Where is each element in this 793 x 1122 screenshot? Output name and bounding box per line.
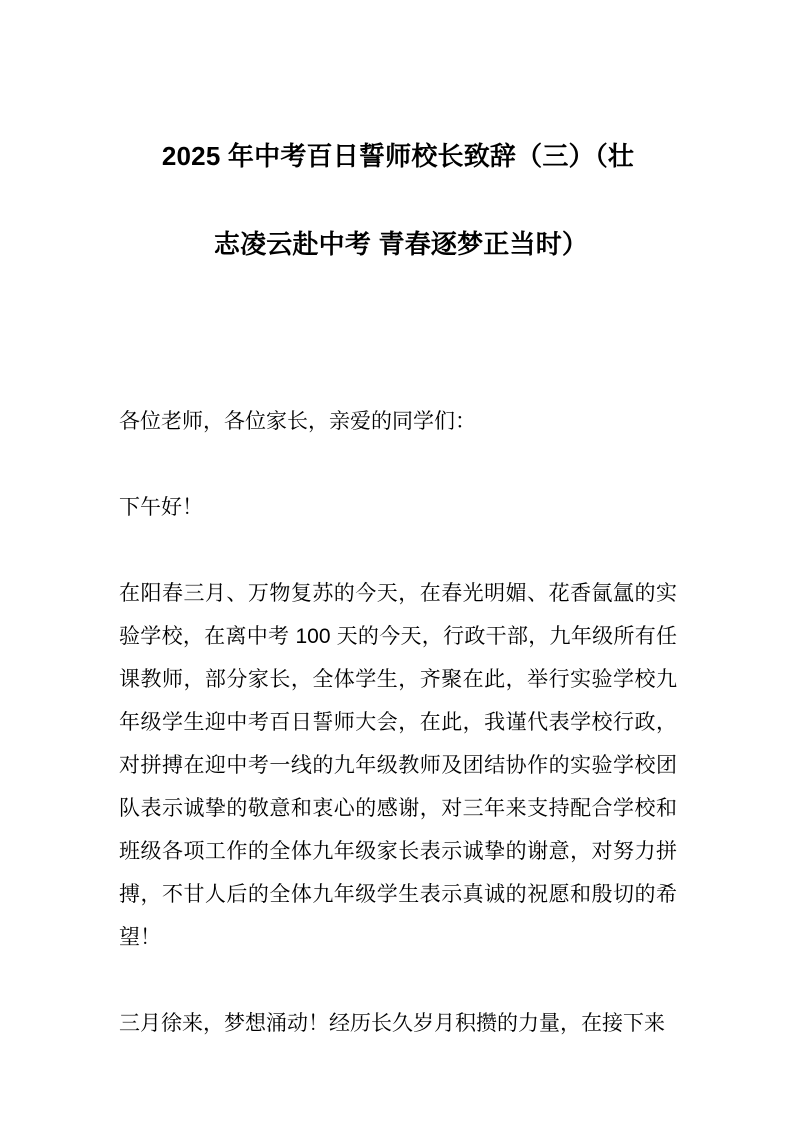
page-title-line-1: 2025 年中考百日誓师校长致辞（三）（壮 xyxy=(161,141,635,171)
document-body xyxy=(119,0,677,1045)
paragraph-greeting: 下午好！ xyxy=(119,496,203,519)
page-title xyxy=(119,0,677,288)
paragraph-salutation: 各位老师，各位家长，亲爱的同学们： xyxy=(119,410,476,433)
title-body-spacer xyxy=(119,288,677,400)
paragraph-opening-address: 在阳春三月、万物复苏的今天，在春光明媚、花香氤氲的实验学校，在离中考 100 天的今天，行政干部，九年级所有任课教师，部分家长，全体学生，齐聚在此，举行实验学校九年级学生迎中考百日誓师大会，在此，我谨代表学校行政，对拼搏在迎中考一线的九年级教师及团结协作的实验学校团队表示诚挚的敬意和衷心的感谢，对三年来支持配合学校和班级各项工作的全体九年级家长表示诚挚的谢意，对努力拼搏，不甘人后的全体九年级学生表示真诚的祝愿和殷切的希望！ xyxy=(119,582,677,949)
page-title-line-2: 志凌云赴中考 青春逐梦正当时） xyxy=(213,229,589,259)
paragraph-march: 三月徐来，梦想涌动！经历长久岁月积攒的力量，在接下来 xyxy=(119,1012,665,1035)
